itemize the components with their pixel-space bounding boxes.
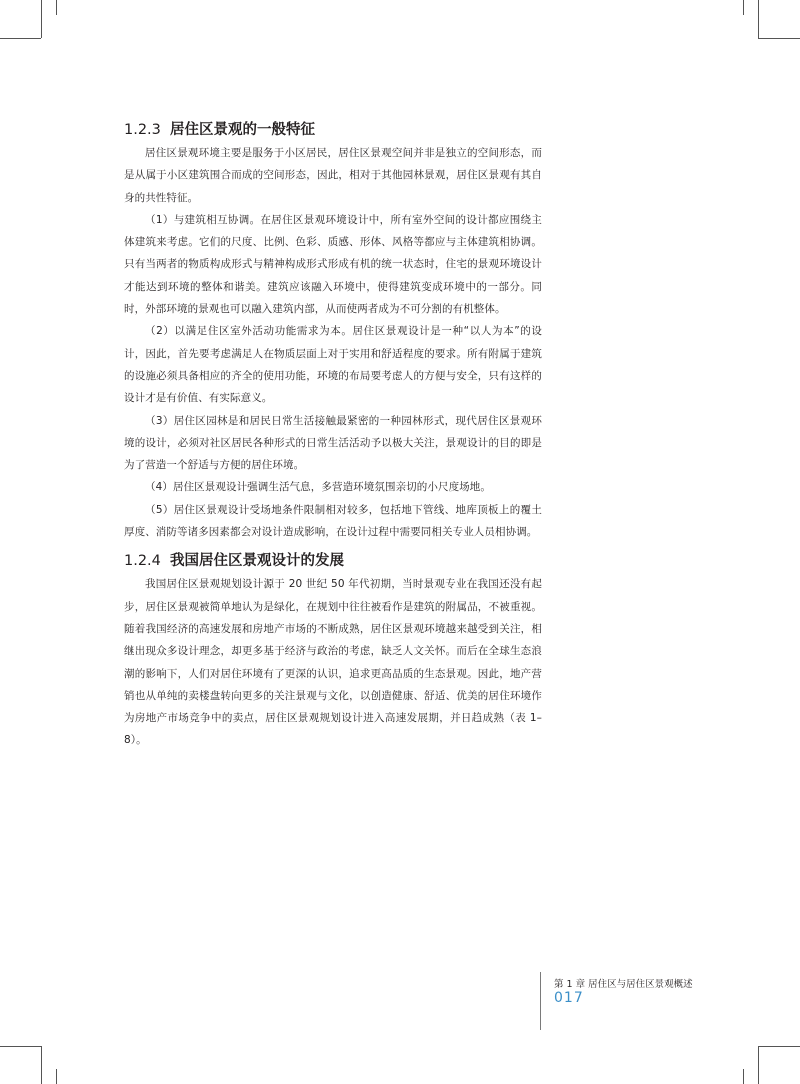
- chapter-title: 第 1 章 居住区与居住区景观概述: [554, 979, 693, 990]
- crop-mark: [0, 38, 41, 39]
- crop-mark: [758, 1046, 759, 1084]
- section-title: 我国居住区景观设计的发展: [170, 553, 344, 570]
- crop-mark: [743, 1069, 744, 1084]
- crop-mark: [743, 0, 744, 15]
- crop-mark: [0, 1046, 41, 1047]
- paragraph: （5）居住区景观设计受场地条件限制相对较多，包括地下管线、地库顶板上的覆土厚度、消防等诸多因素都会对设计造成影响，在设计过程中需要同相关专业人员相协调。: [124, 503, 542, 539]
- crop-mark: [41, 1046, 42, 1084]
- page-body: [124, 118, 542, 752]
- paragraph: （4）居住区景观设计强调生活气息，多营造环境氛围亲切的小尺度场地。: [145, 481, 491, 494]
- paragraph: 我国居住区景观规划设计源于 20 世纪 50 年代初期，当时景观专业在我国还没有起步，居住区景观被简单地认为是绿化，在规划中往往被看作是建筑的附属品，不被重视。随着我国经济的高速发展和房地产市场的不断成熟，居住区景观环境越来越受到关注，相继出现众多设计理念，却更多基于经济与政治的考虑，缺乏人文关怀。而后在全球生态浪潮的影响下，人们对居住环境有了更深的认识，追求更高品质的生态景观。因此，地产营销也从单纯的卖楼盘转向更多的关注景观与文化，以创造健康、舒适、优美的居住环境作为房地产市场竞争中的卖点，居住区景观规划设计进入高速发展期，并日趋成熟（表 1–8）。: [124, 578, 542, 747]
- crop-mark: [56, 0, 57, 15]
- crop-mark: [758, 0, 759, 38]
- section-number: 1.2.4: [124, 553, 161, 570]
- section-heading-1-2-3: [124, 118, 542, 142]
- section-number: 1.2.3: [124, 122, 161, 138]
- crop-mark: [758, 38, 800, 39]
- crop-mark: [56, 1069, 57, 1084]
- paragraph: （1）与建筑相互协调。在居住区景观环境设计中，所有室外空间的设计都应围绕主体建筑来考虑。它们的尺度、比例、色彩、质感、形体、风格等都应与主体建筑相协调。只有当两者的物质构成形式与精神构成形式形成有机的统一状态时，住宅的景观环境设计才能达到环境的整体和谐美。建筑应该融入环境中，使得建筑变成环境中的一部分。同时，外部环境的景观也可以融入建筑内部，从而使两者成为不可分割的有机整体。: [124, 213, 542, 316]
- paragraph: （3）居住区园林是和居民日常生活接触最紧密的一种园林形式，现代居住区景观环境的设计，必须对社区居民各种形式的日常生活活动予以极大关注，景观设计的目的即是为了营造一个舒适与方便的居住环境。: [124, 414, 542, 472]
- page-number: 017: [554, 990, 584, 1006]
- paragraph: 居住区景观环境主要是服务于小区居民，居住区景观空间并非是独立的空间形态，而是从属于小区建筑围合而成的空间形态，因此，相对于其他园林景观，居住区景观有其自身的共性特征。: [124, 147, 542, 204]
- paragraph: （2）以满足住区室外活动功能需求为本。居住区景观设计是一种“以人为本”的设计，因此，首先要考虑满足人在物质层面上对于实用和舒适程度的要求。所有附属于建筑的设施必须具备相应的齐全的使用功能，环境的布局要考虑人的方便与安全，只有这样的设计才是有价值、有实际意义。: [124, 325, 542, 405]
- crop-mark: [758, 1046, 800, 1047]
- section-title: 居住区景观的一般特征: [170, 122, 315, 138]
- crop-mark: [41, 0, 42, 38]
- footer-divider: [540, 972, 541, 1030]
- section-heading-1-2-4: [124, 549, 542, 573]
